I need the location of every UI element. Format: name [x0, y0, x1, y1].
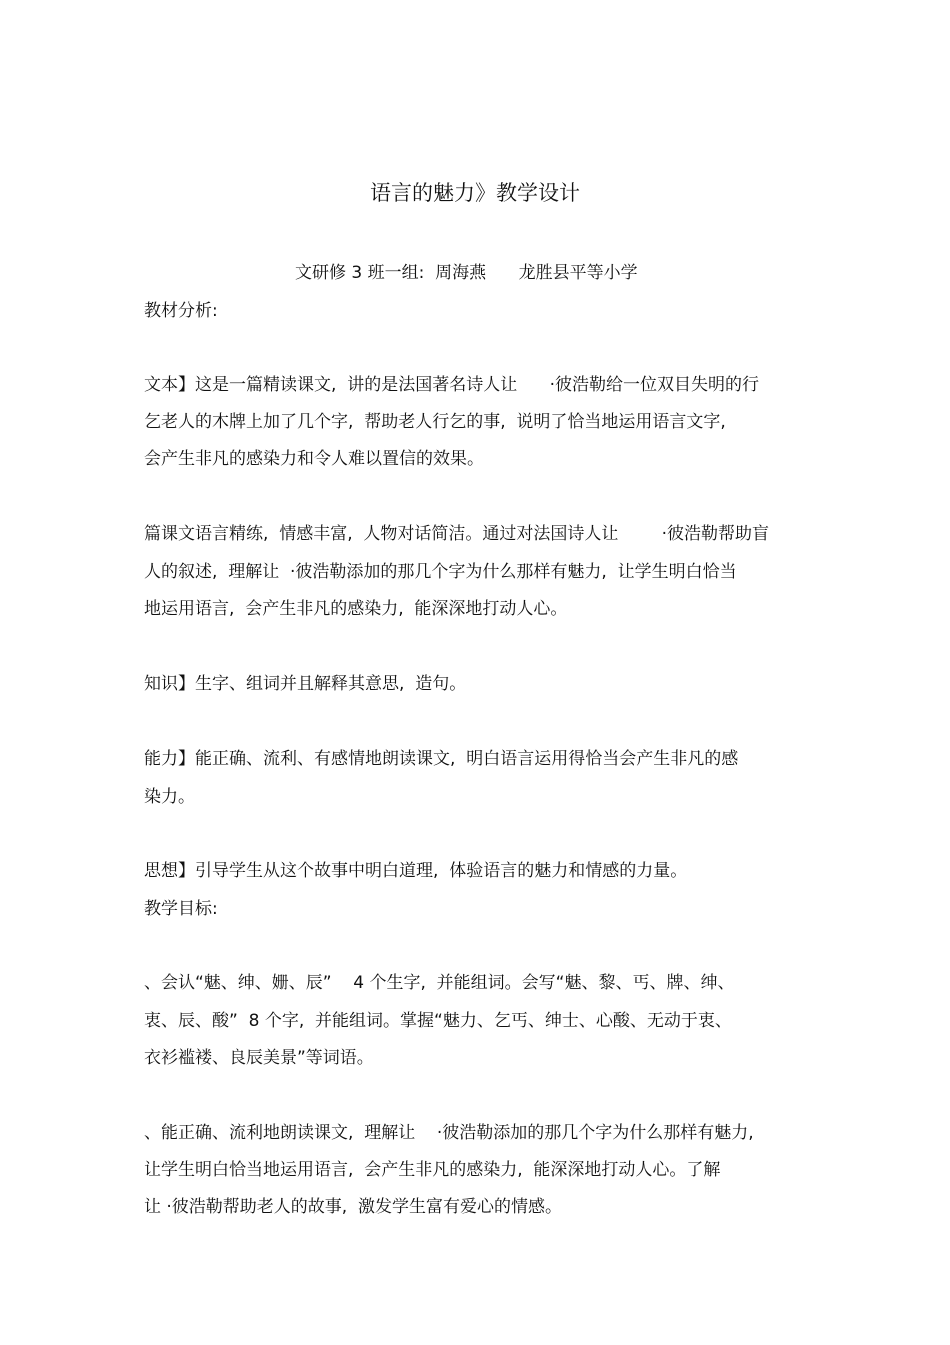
- paragraph-line: 衷、辰、酸” 8 个字, 并能组词。掌握“魅力、乞丐、绅士、心酸、无动于衷、: [144, 1011, 732, 1031]
- paragraph-line: 文本】这是一篇精读课文, 讲的是法国著名诗人让 ·彼浩勒给一位双目失明的行: [144, 375, 760, 395]
- paragraph-line: 思想】引导学生从这个故事中明白道理, 体验语言的魅力和情感的力量。: [144, 861, 688, 881]
- paragraph-line: 让学生明白恰当地运用语言, 会产生非凡的感染力, 能深深地打动人心。了解: [144, 1160, 721, 1180]
- paragraph-line: 篇课文语言精练, 情感丰富, 人物对话简洁。通过对法国诗人让 ·彼浩勒帮助盲: [144, 524, 770, 544]
- paragraph-line: 知识】生字、组词并且解释其意思, 造句。: [144, 674, 467, 694]
- section-heading-teaching-goals: 教学目标:: [144, 899, 218, 919]
- paragraph-line: 人的叙述, 理解让 ·彼浩勒添加的那几个字为什么那样有魅力, 让学生明白恰当: [144, 562, 737, 582]
- section-heading-textbook-analysis: 教材分析:: [144, 301, 218, 321]
- paragraph-line: 乞老人的木牌上加了几个字, 帮助老人行乞的事, 说明了恰当地运用语言文字,: [144, 412, 726, 432]
- paragraph-line: 染力。: [144, 787, 195, 807]
- paragraph-line: 、会认“魅、绅、姗、辰” 4 个生字, 并能组词。会写“魅、黎、丐、牌、绅、: [144, 973, 735, 993]
- paragraph-line: 、能正确、流利地朗读课文, 理解让 ·彼浩勒添加的那几个字为什么那样有魅力,: [144, 1123, 754, 1143]
- paragraph-line: 能力】能正确、流利、有感情地朗读课文, 明白语言运用得恰当会产生非凡的感: [144, 749, 739, 769]
- author-line: 文研修 3 班一组: 周海燕 龙胜县平等小学: [295, 263, 638, 283]
- paragraph-line: 地运用语言, 会产生非凡的感染力, 能深深地打动人心。: [144, 599, 568, 619]
- paragraph-line: 会产生非凡的感染力和令人难以置信的效果。: [144, 449, 484, 469]
- document-title: 语言的魅力》教学设计: [370, 181, 580, 205]
- paragraph-line: 衣衫褴褛、良辰美景”等词语。: [144, 1048, 374, 1068]
- paragraph-line: 让 ·彼浩勒帮助老人的故事, 激发学生富有爱心的情感。: [144, 1197, 563, 1217]
